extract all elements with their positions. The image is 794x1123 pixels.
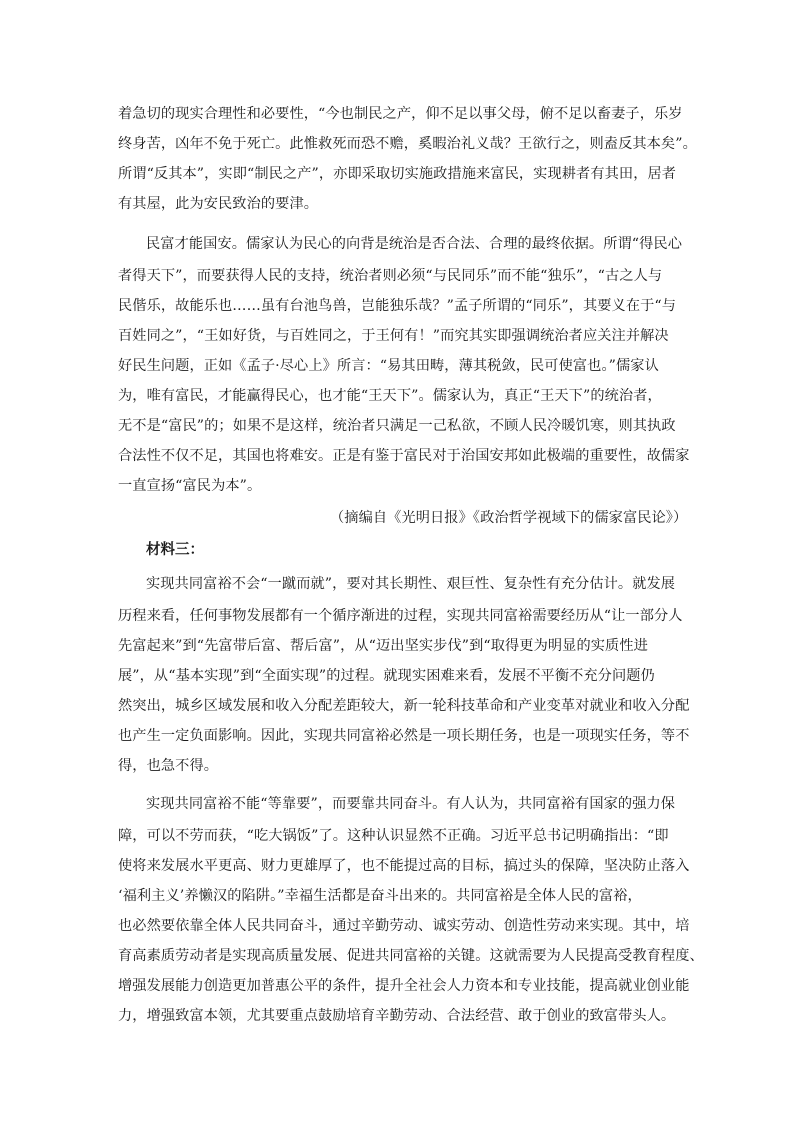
text-line: 使将来发展水平更高、财力更雄厚了，也不能提过高的目标，搞过头的保障，坚决防止落入	[118, 858, 690, 874]
text-line: 终身苦，凶年不免于死亡。此惟救死而恐不赡，奚暇治礼义哉？王欲行之，则盍反其本矣”。	[118, 136, 697, 152]
text-line: 合法性不仅不足，其国也将难安。正是有鉴于富民对于治国安邦如此极端的重要性，故儒家	[118, 448, 690, 464]
text-line: 实现共同富裕不能“等靠要”，而要靠共同奋斗。有人认为，共同富裕有国家的强力保	[146, 796, 676, 812]
text-line: 力，增强致富本领，尤其要重点鼓励培育辛勤劳动、合法经营、敢于创业的致富带头人。	[118, 1008, 676, 1024]
text-line: 所谓“反其本”，实即“制民之产”，亦即采取切实施政措施来富民，实现耕者有其田，居者	[118, 166, 677, 182]
text-line: 历程来看，任何事物发展都有一个循序渐进的过程，实现共同富裕需要经历从“让一部分人	[118, 608, 683, 624]
text-line: 者得天下”，而要获得人民的支持，统治者则必须“与民同乐”而不能“独乐”，“古之人与	[118, 268, 663, 284]
text-line: 也必然要依靠全体人民共同奋斗，通过辛勤劳动、诚实劳动、创造性劳动来实现。其中，培	[118, 918, 690, 934]
text-line: 着急切的现实合理性和必要性，“今也制民之产，仰不足以事父母，俯不足以畜妻子，乐岁	[118, 106, 683, 122]
text-line: 民偕乐，故能乐也……虽有台池鸟兽，岂能独乐哉？”孟子所谓的“同乐”，其要义在于“与	[118, 298, 677, 314]
text-line: 展”，从“基本实现”到“全面实现”的过程。就现实困难来看，发展不平衡不充分问题仍	[118, 668, 655, 684]
text-line: 有其屋，此为安民致治的要津。	[118, 196, 319, 212]
text-line: 先富起来”到“先富带后富、帮后富”，从“迈出坚实步伐”到“取得更为明显的实质性进	[118, 638, 648, 654]
text-line: 得，也急不得。	[118, 758, 219, 774]
text-line: 也产生一定负面影响。因此，实现共同富裕必然是一项长期任务，也是一项现实任务，等不	[118, 728, 690, 744]
text-line: 民富才能国安。儒家认为民心的向背是统治是否合法、合理的最终依据。所谓“得民心	[146, 236, 682, 252]
text-line: ‘福利主义’养懒汉的陷阱。”幸福生活都是奋斗出来的。共同富裕是全体人民的富裕，	[118, 888, 642, 904]
text-line: 障，可以不劳而获，“吃大锅饭”了。这种认识显然不正确。习近平总书记明确指出：“即	[118, 828, 669, 844]
text-line: 一直宣扬“富民为本”。	[118, 478, 262, 494]
source-attribution: （摘编自《光明日报》《政治哲学视域下的儒家富民论》）	[330, 510, 688, 526]
text-line: 育高素质劳动者是实现高质量发展、促进共同富裕的关键。这就需要为人民提高受教育程度、	[118, 948, 704, 964]
text-line: 无不是“富民”的；如果不是这样，统治者只满足一己私欲，不顾人民冷暖饥寒，则其执政	[118, 418, 676, 434]
text-line: 然突出，城乡区域发展和收入分配差距较大，新一轮科技革命和产业变革对就业和收入分配	[118, 698, 690, 714]
text-line: 百姓同之”，“王如好货，与百姓同之，于王何有！”而究其实即强调统治者应关注并解决	[118, 328, 669, 344]
text-line: 为，唯有富民，才能赢得民心，也才能“王天下”。儒家认为，真正“王天下”的统治者，	[118, 388, 662, 404]
text-line: 好民生问题，正如《孟子·尽心上》所言：“易其田畴，薄其税敛，民可使富也。”儒家认	[118, 358, 659, 374]
text-line: 实现共同富裕不会“一蹴而就”，要对其长期性、艰巨性、复杂性有充分估计。就发展	[146, 576, 676, 592]
material-3-heading: 材料三：	[146, 542, 204, 558]
text-line: 增强发展能力创造更加普惠公平的条件，提升全社会人力资本和专业技能，提高就业创业能	[118, 978, 690, 994]
